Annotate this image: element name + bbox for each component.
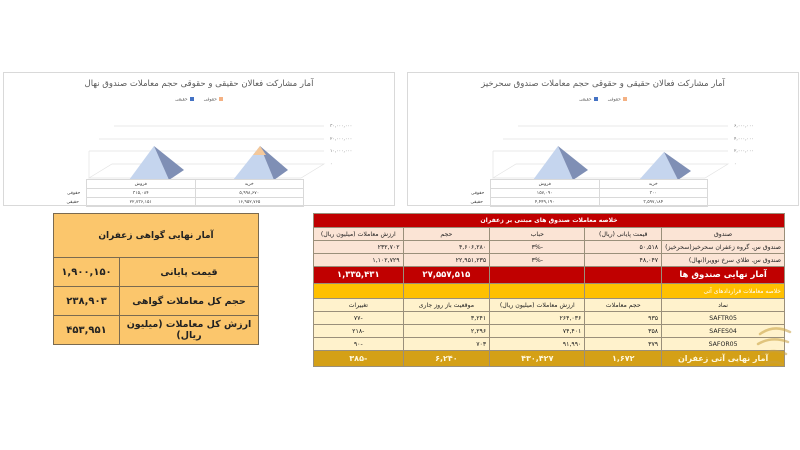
svg-text:۲,۰۰۰,۰۰۰: ۲,۰۰۰,۰۰۰ (734, 149, 754, 154)
chart-title: آمار مشارکت فعالان حقیقی و حقوقی حجم معاملات صندوق سحرخیز (481, 79, 725, 89)
row-value: ۱,۹۰۰,۱۵۰ (54, 258, 120, 287)
funds-futures-table (313, 213, 785, 367)
row-label: ارزش کل معاملات (میلیون ریال) (120, 316, 259, 345)
legend-item-legal: حقوقی (204, 97, 223, 103)
svg-text:۲۰,۰۰۰,۰۰۰: ۲۰,۰۰۰,۰۰۰ (330, 137, 353, 142)
table-row (54, 287, 259, 316)
chart-data-table: خرید فروش ۵,۹۹۸,۶۷۰ ۳۱۵,۰۸۴ حقوقی ۱۶,۹۵۲,۷۶۵ ۲۲,۷۳۶,۱۵۱ حقیقی (64, 179, 304, 207)
table-row (54, 258, 259, 287)
chart-saharkhiz (407, 72, 799, 206)
funds-header-row: صندوق قیمت پایانی (ریال) حباب حجم ارزش معاملات (میلیون ریال) (314, 228, 785, 241)
chart-title: آمار مشارکت فعالان حقیقی و حقوقی حجم معاملات صندوق نهال (84, 79, 314, 89)
table-row: SAFOR05 ۳۷۹ ۹۱,۹۹۰ ۷۰۳ -۹۰ (314, 338, 785, 351)
chart-nahal (3, 72, 395, 206)
certificate-stats-table (53, 213, 259, 345)
row-value: ۲۳۸,۹۰۳ (54, 287, 120, 316)
svg-text:۰: ۰ (330, 162, 333, 167)
row-label: قیمت پایانی (120, 258, 259, 287)
table-row: صندوق س. گروه زعفران سحرخیز(سحرخیز) ۵۰,۵۱۸ -۳% ۴,۶۰۶,۲۸۰ ۲۳۲,۷۰۲ (314, 241, 785, 254)
table-row: SAFES04 ۳۵۸ ۷۴,۴۰۱ ۲,۲۹۶ -۲۱۸ (314, 325, 785, 338)
futures-header-row: نماد حجم معاملات ارزش معاملات (میلیون ریال) موقعیت باز روز جاری تغییرات (314, 299, 785, 312)
table-row: صندوق س. طلاي سرخ نوويرا(نهال) ۴۸,۰۴۷ -۳% ۲۲,۹۵۱,۲۳۵ ۱,۱۰۲,۷۲۹ (314, 254, 785, 267)
certificate-title: آمار نهایی گواهی زعفران (54, 214, 259, 258)
table-row: SAFTR05 ۹۳۵ ۲۶۴,۰۳۶ ۳,۲۴۱ -۷۷ (314, 312, 785, 325)
funds-title: خلاصه معاملات صندوق های مبتنی بر زعفران (314, 214, 785, 228)
chart-data-table: خرید فروش ۳۰۰ ۱۵۷,۰۹۰ حقوقی ۳,۵۹۷,۱۸۴ ۴,۴۴۹,۱۹۰ حقیقی (468, 179, 708, 207)
futures-title-row: خلاصه معاملات قراردادهای آتی (314, 284, 785, 299)
svg-text:۳۰,۰۰۰,۰۰۰: ۳۰,۰۰۰,۰۰۰ (330, 124, 353, 129)
row-label: حجم کل معاملات گواهی (120, 287, 259, 316)
futures-total-row: آمار نهایی آتی زعفران ۱,۶۷۲ ۴۳۰,۴۲۷ ۶,۲۴۰ -۳۸۵ (314, 351, 785, 367)
funds-total-row: آمار نهایی صندوق ها ۲۷,۵۵۷,۵۱۵ ۱,۳۳۵,۴۳۱ (314, 267, 785, 284)
table-row (54, 316, 259, 345)
svg-text:۱۰,۰۰۰,۰۰۰: ۱۰,۰۰۰,۰۰۰ (330, 149, 353, 154)
svg-text:۰: ۰ (734, 162, 737, 167)
row-value: ۴۵۳,۹۵۱ (54, 316, 120, 345)
svg-text:۴,۰۰۰,۰۰۰: ۴,۰۰۰,۰۰۰ (734, 137, 754, 142)
legend-item-natural: حقیقی (579, 97, 597, 103)
saffron-logo-icon (752, 322, 796, 370)
svg-text:۶,۰۰۰,۰۰۰: ۶,۰۰۰,۰۰۰ (734, 124, 754, 129)
legend-item-legal: حقوقی (608, 97, 627, 103)
legend-item-natural: حقیقی (175, 97, 193, 103)
